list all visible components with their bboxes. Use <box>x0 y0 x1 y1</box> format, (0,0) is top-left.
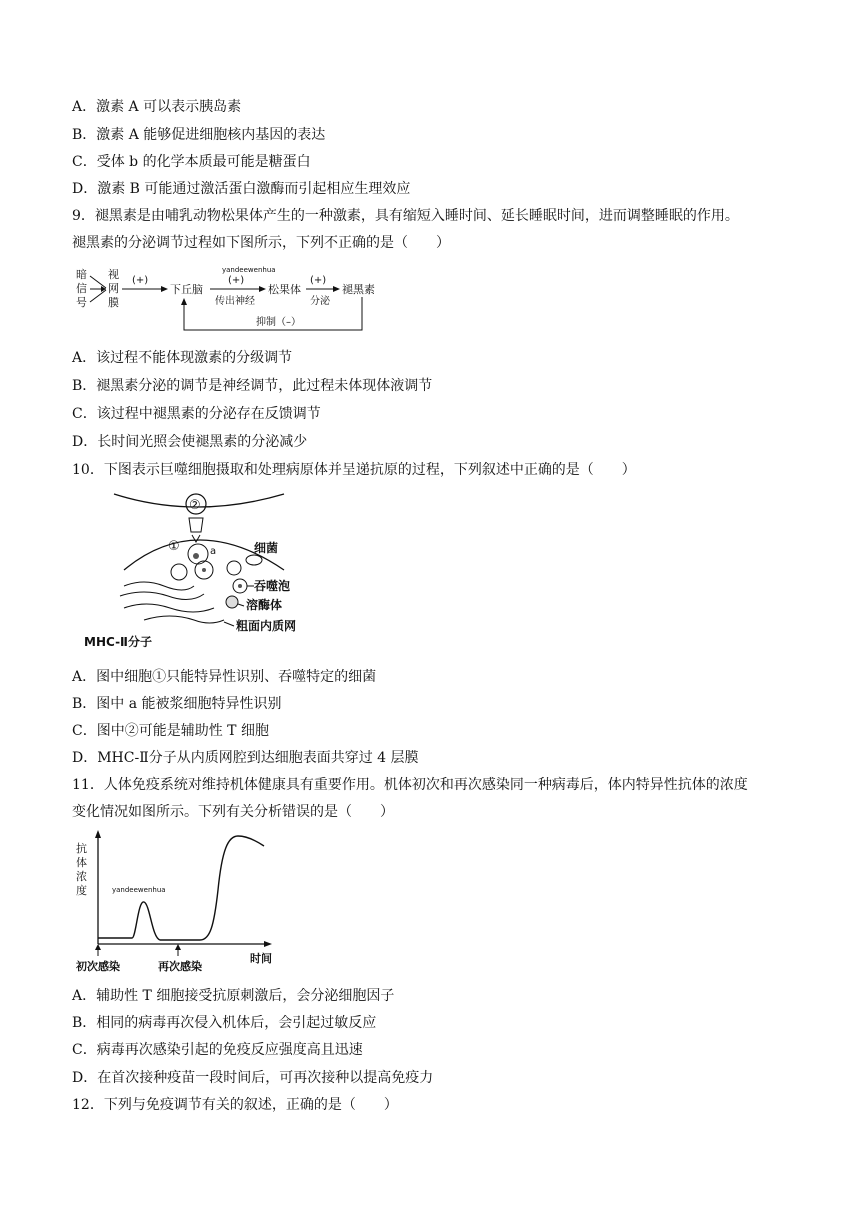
retina-char-1: 视 <box>108 268 119 281</box>
q9-stem-line2: 褪黑素的分泌调节过程如下图所示，下列不正确的是（ ） <box>72 235 450 251</box>
retina-char-3: 膜 <box>108 296 119 309</box>
antibody-chart <box>72 830 292 975</box>
melatonin-label: 褪黑素 <box>342 283 375 296</box>
xlabel: 时间 <box>250 952 272 965</box>
q9-option-b: B．褪黑素分泌的调节是神经调节，此过程未体现体液调节 <box>72 378 433 394</box>
efferent-nerve-label: 传出神经 <box>215 296 255 307</box>
q11-option-d: D．在首次接种疫苗一段时间后，可再次接种以提高免疫力 <box>72 1070 434 1086</box>
q10-option-b: B．图中 a 能被浆细胞特异性识别 <box>72 696 282 712</box>
secrete-label: 分泌 <box>310 296 330 307</box>
q8-option-d: D．激素 B 可能通过激活蛋白激酶而引起相应生理效应 <box>72 181 411 197</box>
bacteria-label: 细菌 <box>254 541 279 555</box>
q11-option-a: A．辅助性 T 细胞接受抗原刺激后，会分泌细胞因子 <box>72 988 395 1004</box>
watermark-text: yandeewenhua <box>222 266 276 274</box>
q8-option-a: A．激素 A 可以表示胰岛素 <box>72 99 242 115</box>
q11-stem-line1: 11．人体免疫系统对维持机体健康具有重要作用。机体初次和再次感染同一种病毒后，体内特异性抗体的浓度 <box>72 777 748 793</box>
lysosome-label: 溶酶体 <box>246 598 283 612</box>
mhc-label: MHC-Ⅱ分子 <box>84 635 152 649</box>
second-infection-label: 再次感染 <box>158 960 202 973</box>
melatonin-regulation-diagram <box>72 262 392 338</box>
ylabel-char-1: 抗 <box>76 842 87 855</box>
q10-option-c: C．图中②可能是辅助性 T 细胞 <box>72 723 269 739</box>
q10-stem: 10．下图表示巨噬细胞摄取和处理病原体并呈递抗原的过程，下列叙述中正确的是（ ） <box>72 462 636 478</box>
ylabel-char-2: 体 <box>76 856 87 869</box>
plus-label-1: (+) <box>132 275 149 286</box>
watermark-text: yandeewenhua <box>112 886 166 894</box>
q10-option-d: D．MHC-Ⅱ分子从内质网腔到达细胞表面共穿过 4 层膜 <box>72 750 419 766</box>
signal-char-1: 暗 <box>76 268 87 281</box>
q11-option-c: C．病毒再次感染引起的免疫反应强度高且迅速 <box>72 1042 363 1058</box>
hypothalamus-label: 下丘脑 <box>170 283 203 296</box>
first-infection-label: 初次感染 <box>76 960 120 973</box>
inhibit-label: 抑制（–） <box>256 317 301 328</box>
phagosome-label: 吞噬泡 <box>254 579 291 593</box>
rer-label: 粗面内质网 <box>236 619 297 633</box>
antigen-a-label: a <box>210 546 217 557</box>
signal-char-3: 号 <box>76 296 87 309</box>
q9-option-d: D．长时间光照会使褪黑素的分泌减少 <box>72 434 308 450</box>
macrophage-diagram <box>84 490 314 650</box>
signal-char-2: 信 <box>76 282 87 295</box>
q8-option-b: B．激素 A 能够促进细胞核内基因的表达 <box>72 127 326 143</box>
q10-option-a: A．图中细胞①只能特异性识别、吞噬特定的细菌 <box>72 669 377 685</box>
retina-char-2: 网 <box>108 282 119 295</box>
cell2-label: ② <box>189 498 201 513</box>
pineal-label: 松果体 <box>268 283 301 296</box>
plus-label-2: (+) <box>228 275 245 286</box>
q8-option-c: C．受体 b 的化学本质最可能是糖蛋白 <box>72 154 311 170</box>
cell1-label: ① <box>168 539 180 554</box>
plus-label-3: (+) <box>310 275 327 286</box>
ylabel-char-3: 浓 <box>76 870 87 883</box>
q11-option-b: B．相同的病毒再次侵入机体后，会引起过敏反应 <box>72 1015 377 1031</box>
q9-option-c: C．该过程中褪黑素的分泌存在反馈调节 <box>72 406 321 422</box>
q9-stem-line1: 9．褪黑素是由哺乳动物松果体产生的一种激素，具有缩短入睡时间、延长睡眠时间，进而调整睡眠的作用。 <box>72 208 739 224</box>
q12-stem: 12．下列与免疫调节有关的叙述，正确的是（ ） <box>72 1097 398 1113</box>
ylabel-char-4: 度 <box>76 884 87 897</box>
q9-option-a: A．该过程不能体现激素的分级调节 <box>72 350 293 366</box>
q11-stem-line2: 变化情况如图所示。下列有关分析错误的是（ ） <box>72 804 394 820</box>
